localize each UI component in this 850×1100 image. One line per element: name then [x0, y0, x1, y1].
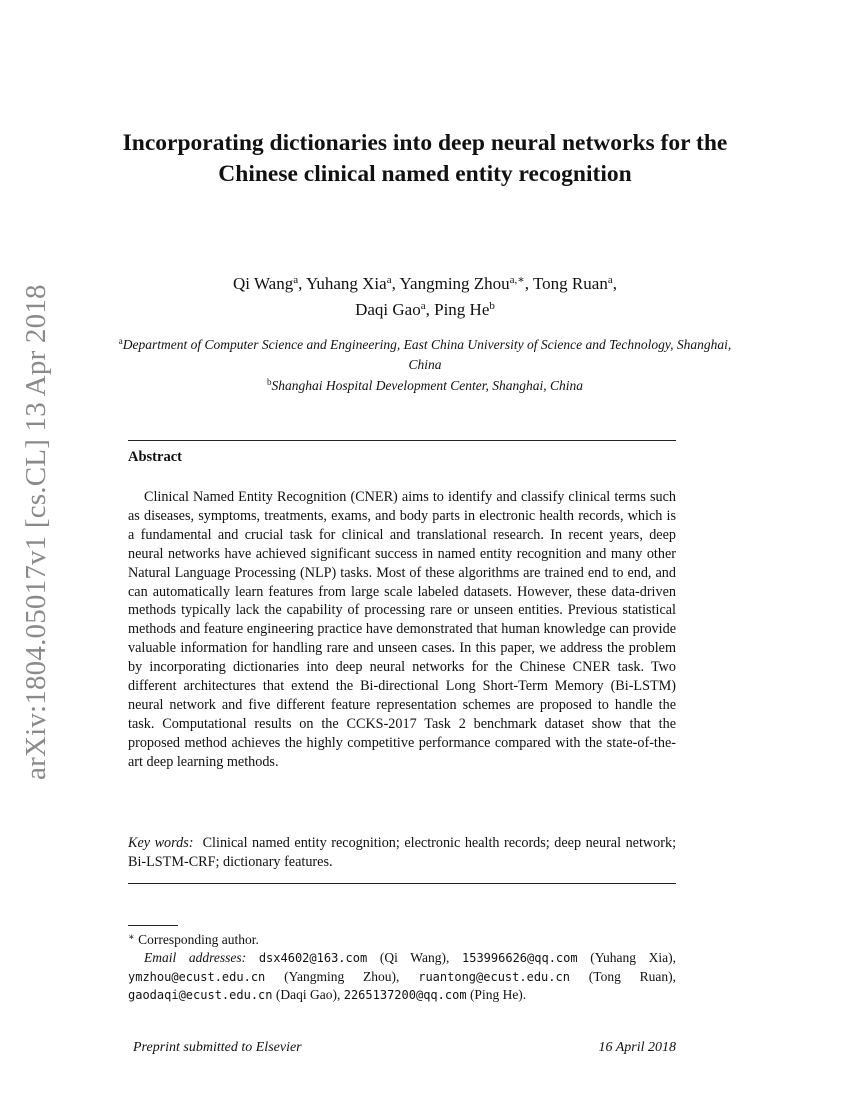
- email-owner: (Yangming Zhou),: [284, 968, 400, 984]
- email-owner: (Qi Wang),: [379, 950, 450, 966]
- footnote: [128, 929, 676, 1005]
- keywords: [128, 834, 676, 872]
- preprint-date: 16 April 2018: [598, 1040, 676, 1055]
- email-owner: (Yuhang Xia),: [590, 950, 677, 966]
- author-list: Qi Wang$^a$, Yuhang Xia$^a$, Yangming Zhou$^{a,∗}$, Tong Ruan$^a$, Daqi Gao$^a$, Ping He$^b$: [233, 274, 617, 319]
- author-affiliation-mark: b: [489, 300, 495, 312]
- footnote-star: ∗: [128, 932, 135, 943]
- author-affiliation-mark: a: [386, 274, 392, 286]
- paper-title: Incorporating dictionaries into deep neural networks for the Chinese clinical named entity recognition: [122, 130, 728, 187]
- affiliation-b: [110, 376, 740, 396]
- arxiv-side-stamp: arXiv:1804.05017v1 [cs.CL] 13 Apr 2018: [20, 284, 52, 780]
- email-address[interactable]: ruantong@ecust.edu.cn: [418, 969, 570, 984]
- author-name: Qi Wang: [233, 274, 294, 293]
- author-name: Yangming Zhou: [399, 274, 510, 293]
- abstract-bottom-rule: [128, 883, 676, 884]
- author-name: Ping He: [434, 300, 490, 319]
- affiliation-mark: a: [118, 336, 123, 346]
- abstract-body: Clinical Named Entity Recognition (CNER) aims to identify and classify clinical terms such as diseases, symptoms, treatments, exams, and body parts in electronic health records, which is a fundamental and crucial task for clinical and translational research. In recent years, deep neural networks have achieved significant success in named entity recognition and many other Natural Language Processing (NLP) tasks. Most of these algorithms are trained end to end, and can automatically learn features from large scale labeled datasets. However, these data-driven methods typically lack the capability of processing rare or unseen entities. Previous statistical methods and feature engineering practice have demonstrated that human knowledge can provide valuable information for handling rare and unseen cases. In this paper, we address the problem by incorporating dictionaries into deep neural networks for the Chinese CNER task. Two different architectures that extend the Bi-directional Long Short-Term Memory (Bi-LSTM) neural network and five different feature representation schemes are proposed to handle the task. Computational results on the CCKS-2017 Task 2 benchmark dataset show that the proposed method achieves the highly competitive performance compared with the state-of-the-art deep learning methods.: [128, 489, 676, 770]
- keywords-label: Key words:: [128, 835, 194, 851]
- author-name: Daqi Gao: [355, 300, 421, 319]
- author-affiliation-mark: a: [420, 300, 426, 312]
- affiliation-a: [110, 335, 740, 375]
- author-affiliation-mark: a,∗: [509, 274, 525, 286]
- author-affiliation-mark: a: [607, 274, 613, 286]
- email-owner: (Daqi Gao),: [275, 987, 341, 1003]
- affiliation-mark: b: [266, 377, 272, 387]
- email-address[interactable]: ymzhou@ecust.edu.cn: [128, 969, 266, 984]
- keywords-text: Clinical named entity recognition; electronic health records; deep neural network; Bi-LSTM-CRF; dictionary features.: [128, 835, 677, 870]
- author-name: Tong Ruan: [532, 274, 608, 293]
- footnote-rule: [128, 925, 178, 926]
- author-name: Yuhang Xia: [305, 274, 387, 293]
- abstract-top-rule: [128, 440, 676, 441]
- email-owner: (Ping He).: [469, 987, 527, 1003]
- email-owner: (Tong Ruan),: [588, 968, 676, 984]
- affiliation-text: Shanghai Hospital Development Center, Shanghai, China: [271, 378, 584, 393]
- author-affiliation-mark: a: [293, 274, 299, 286]
- email-address[interactable]: 153996626@qq.com: [462, 951, 578, 966]
- preprint-note: Preprint submitted to Elsevier: [133, 1040, 302, 1055]
- affiliation-text: Department of Computer Science and Engineering, East China University of Science and Technology, Shanghai, China: [122, 337, 732, 372]
- abstract-heading: Abstract: [128, 449, 182, 465]
- email-address[interactable]: gaodaqi@ecust.edu.cn: [128, 988, 273, 1003]
- email-label: Email addresses:: [144, 950, 247, 966]
- email-address[interactable]: 2265137200@qq.com: [343, 988, 467, 1003]
- email-address[interactable]: dsx4602@163.com: [258, 951, 368, 966]
- corresponding-author-note: Corresponding author.: [138, 932, 259, 947]
